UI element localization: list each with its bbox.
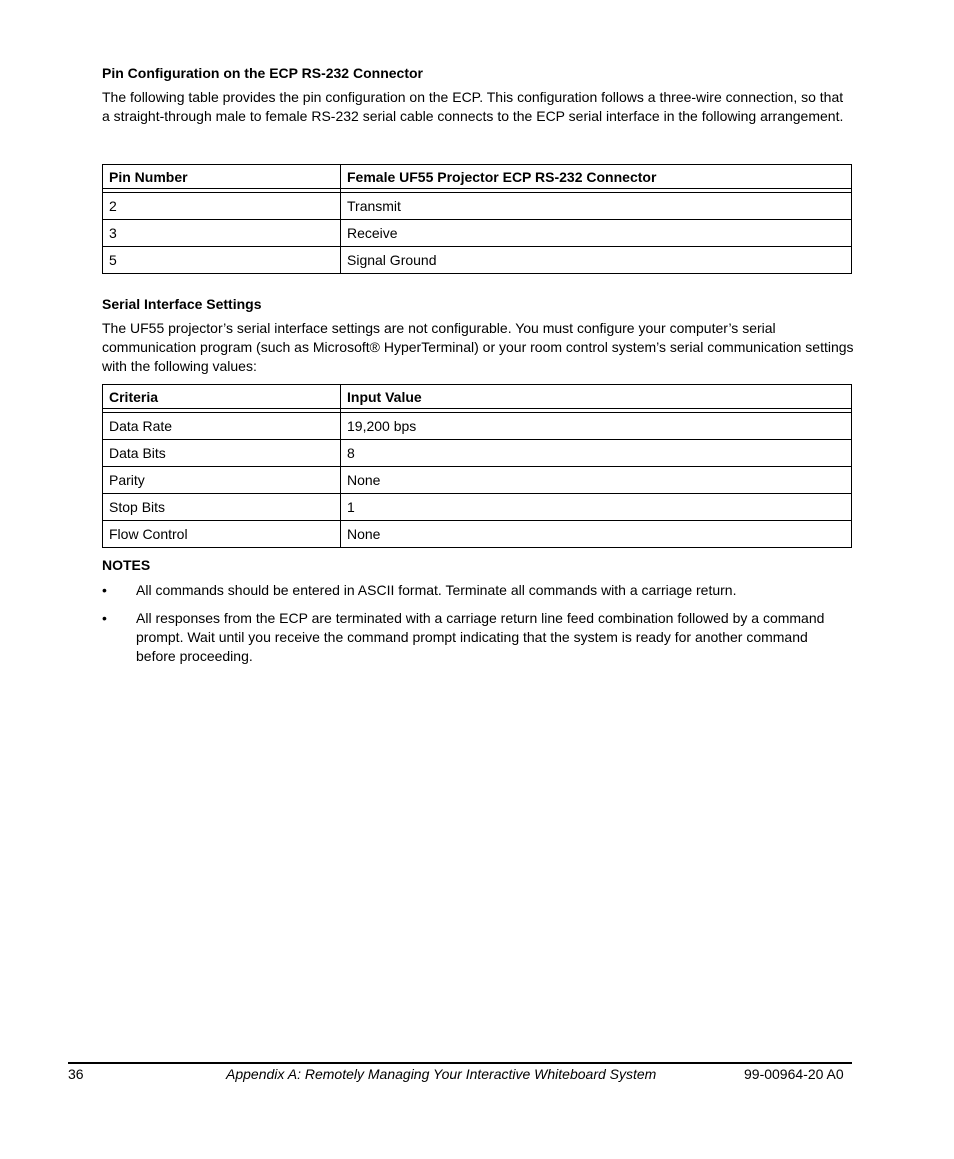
- table-cell: 8: [341, 440, 852, 467]
- column-header: Criteria: [103, 385, 341, 409]
- table-row: [103, 193, 852, 220]
- table-row: [103, 467, 852, 494]
- table-row: [103, 220, 852, 247]
- serial-interface-paragraph: The UF55 projector’s serial interface settings are not configurable. You must configure your computer’s serial communication program (such as Microsoft® HyperTerminal) or your room control system’s serial communication settings with the following values:: [102, 320, 854, 374]
- table-row: [103, 440, 852, 467]
- table-row: [103, 494, 852, 521]
- notes-label: NOTES: [102, 557, 151, 573]
- footer-divider: [68, 1062, 852, 1064]
- table-row: [103, 247, 852, 274]
- serial-settings-table: [102, 384, 852, 548]
- table-header-row: [103, 385, 852, 409]
- table-cell: None: [341, 467, 852, 494]
- column-header: Pin Number: [103, 165, 341, 189]
- section-heading-pin-configuration: Pin Configuration on the ECP RS-232 Connector: [102, 65, 423, 81]
- footer-title: Appendix A: Remotely Managing Your Interactive Whiteboard System: [226, 1066, 657, 1082]
- table-cell: 1: [341, 494, 852, 521]
- bullet-icon: •: [102, 582, 107, 598]
- note-text: All commands should be entered in ASCII format. Terminate all commands with a carriage return.: [136, 582, 737, 598]
- note-text: All responses from the ECP are terminated with a carriage return line feed combination followed by a command prompt. Wait until you receive the command prompt indicating that the system is ready for another command before proceeding.: [136, 610, 825, 664]
- table-cell: Flow Control: [103, 521, 341, 548]
- table-cell: Receive: [341, 220, 852, 247]
- table-cell: 19,200 bps: [341, 413, 852, 440]
- table-row: [103, 521, 852, 548]
- table-cell: 2: [103, 193, 341, 220]
- section-heading-serial-interface: Serial Interface Settings: [102, 296, 262, 312]
- page-number: 36: [68, 1066, 84, 1082]
- column-header: Female UF55 Projector ECP RS-232 Connector: [341, 165, 852, 189]
- pin-configuration-paragraph: The following table provides the pin configuration on the ECP. This configuration follows a three-wire connection, so that a straight-through male to female RS-232 serial cable connects to the ECP serial interface in the following arrangement.: [102, 89, 844, 124]
- column-header: Input Value: [341, 385, 852, 409]
- table-cell: Signal Ground: [341, 247, 852, 274]
- table-cell: 5: [103, 247, 341, 274]
- table-row: [103, 413, 852, 440]
- table-cell: Data Rate: [103, 413, 341, 440]
- bullet-icon: •: [102, 610, 107, 626]
- table-cell: Parity: [103, 467, 341, 494]
- pin-configuration-table: [102, 164, 852, 274]
- table-cell: Data Bits: [103, 440, 341, 467]
- table-cell: Transmit: [341, 193, 852, 220]
- table-cell: 3: [103, 220, 341, 247]
- document-number: 99-00964-20 A0: [744, 1066, 844, 1082]
- table-cell: Stop Bits: [103, 494, 341, 521]
- table-header-row: [103, 165, 852, 189]
- table-cell: None: [341, 521, 852, 548]
